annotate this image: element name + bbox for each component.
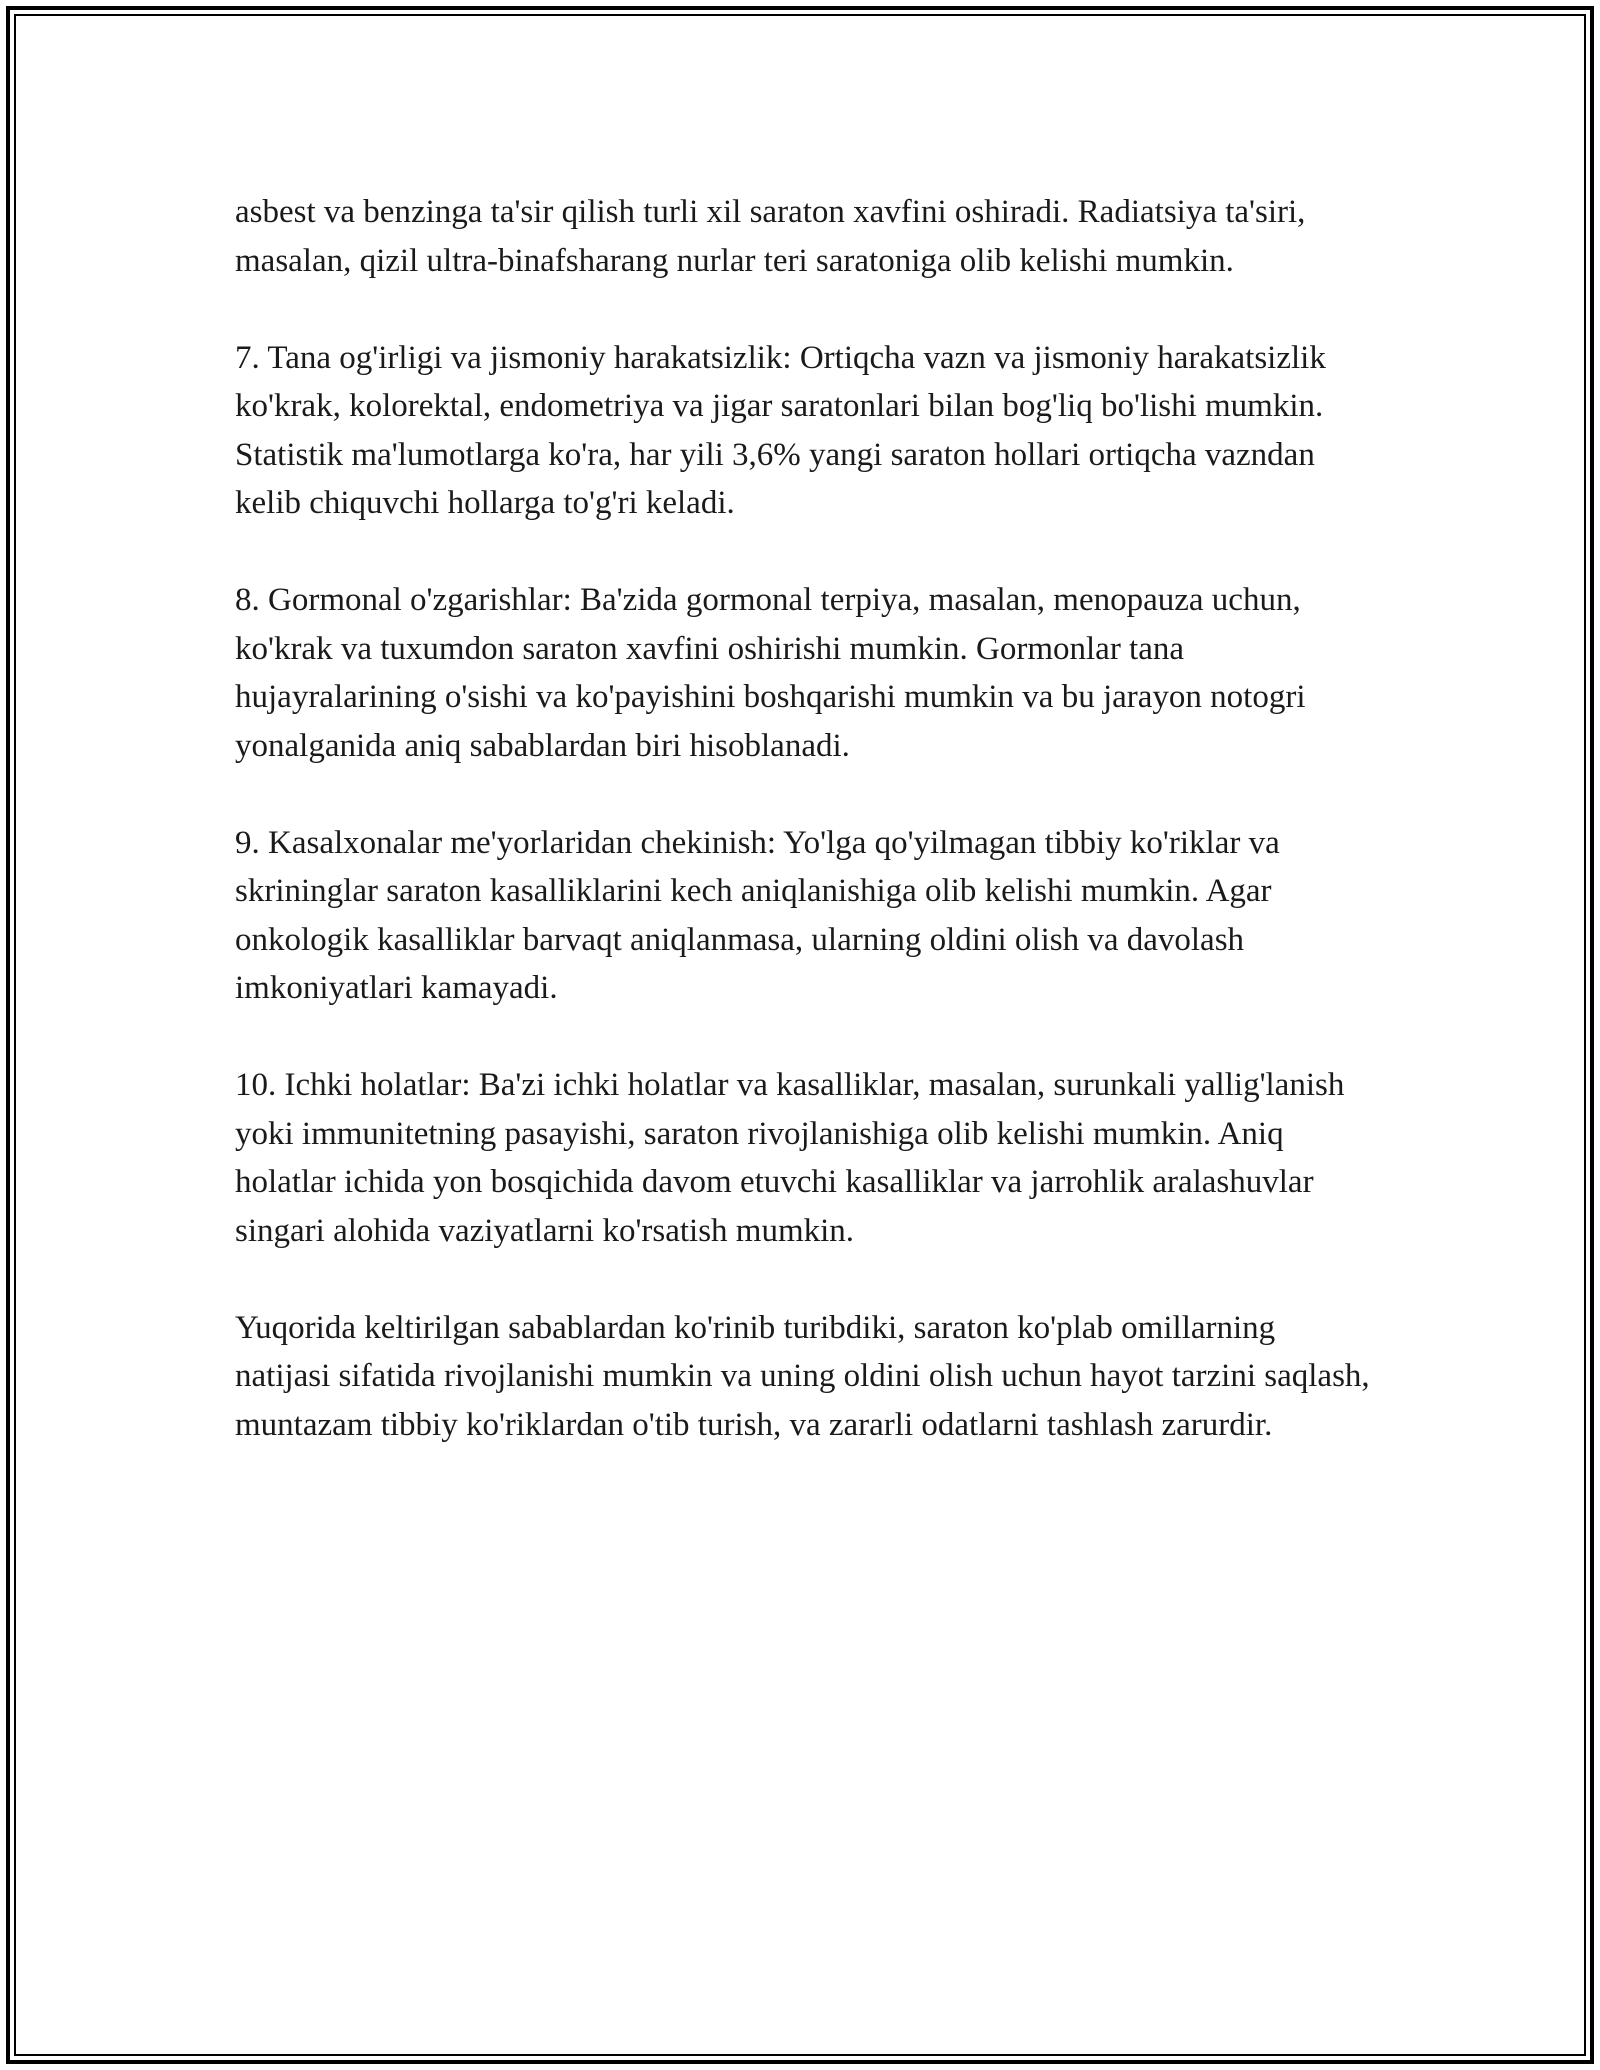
- document-body: [235, 188, 1378, 1498]
- paragraph-body-weight: 7. Tana og'irligi va jismoniy harakatsizlik: Ortiqcha vazn va jismoniy harakatsizlik ko'krak, kolorektal, endometriya va jigar saratonlari bilan bog'liq bo'lishi mumkin. Statistik ma'lumotlarga ko'ra, har yili 3,6% yangi saraton hollari ortiqcha vazndan kelib chiquvchi hollarga to'g'ri keladi.: [235, 339, 1335, 521]
- paragraph-radiation-continuation: asbest va benzinga ta'sir qilish turli xil saraton xavfini oshiradi. Radiatsiya ta'siri, masalan, qizil ultra-binafsharang nurlar teri saratoniga olib kelishi mumkin.: [235, 194, 1314, 279]
- paragraph-conclusion: Yuqorida keltirilgan sabablardan ko'rinib turibdiki, saraton ko'plab omillarning natijasi sifatida rivojlanishi mumkin va uning oldini olish uchun hayot tarzini saqlash, muntazam tibbiy ko'riklardan o'tib turish, va zararli odatlarni tashlash zarurdir.: [235, 1309, 1378, 1443]
- paragraph-hospital-standards: 9. Kasalxonalar me'yorlaridan chekinish: Yo'lga qo'yilmagan tibbiy ko'riklar va skrininglar saraton kasalliklarini kech aniqlanishiga olib kelishi mumkin. Agar onkologik kasalliklar barvaqt aniqlanmasa, ularning oldini olish va davolash imkoniyatlari kamayadi.: [235, 824, 1288, 1006]
- paragraph-internal-conditions: 10. Ichki holatlar: Ba'zi ichki holatlar va kasalliklar, masalan, surunkali yallig'lanish yoki immunitetning pasayishi, saraton rivojlanishiga olib kelishi mumkin. Aniq holatlar ichida yon bosqichida davom etuvchi kasalliklar va jarrohlik aralashuvlar singari alohida vaziyatlarni ko'rsatish mumkin.: [235, 1067, 1353, 1249]
- paragraph-hormonal-changes: 8. Gormonal o'zgarishlar: Ba'zida gormonal terpiya, masalan, menopauza uchun, ko'krak va tuxumdon saraton xavfini oshirishi mumkin. Gormonlar tana hujayralarining o'sishi va ko'payishini boshqarishi mumkin va bu jarayon notogri yonalganida aniq sabablardan biri hisoblanadi.: [235, 582, 1314, 764]
